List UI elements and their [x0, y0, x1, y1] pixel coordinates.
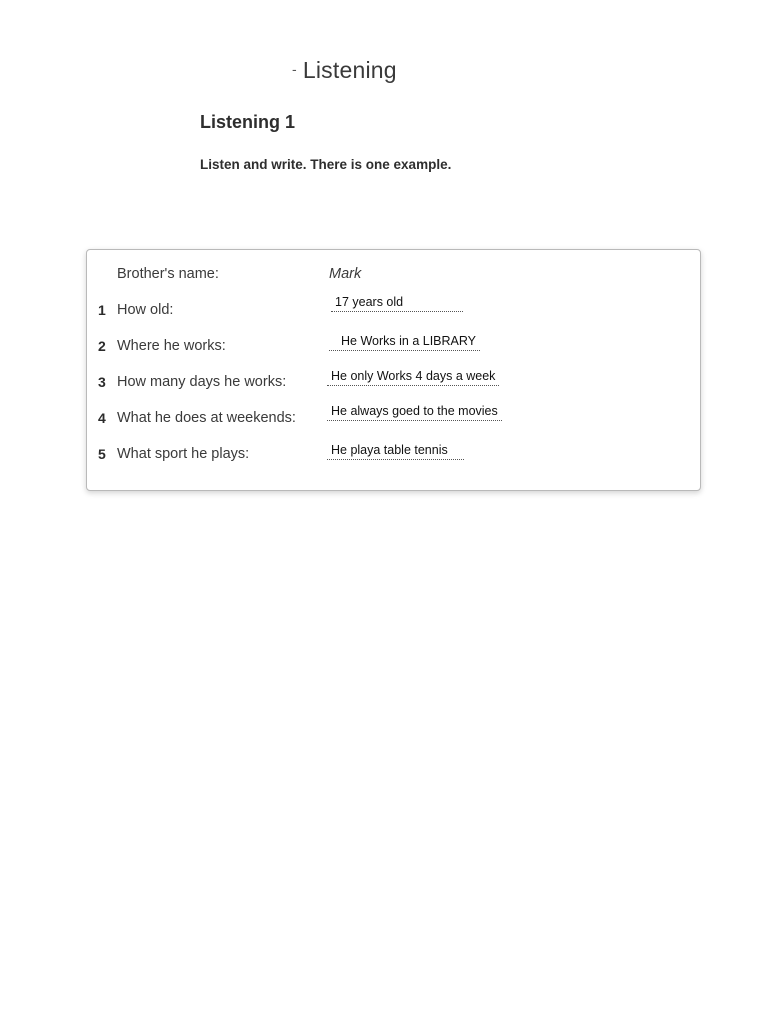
answer-field-3[interactable]: He only Works 4 days a week	[327, 369, 499, 386]
answer-field-4[interactable]: He always goed to the movies	[327, 404, 502, 421]
question-number: 5	[98, 446, 106, 462]
answer-field-1[interactable]: 17 years old	[331, 295, 463, 312]
question-number: 2	[98, 338, 106, 354]
question-number: 4	[98, 410, 106, 426]
question-number: 1	[98, 302, 106, 318]
task-title: Listening 1	[200, 112, 296, 132]
question-label: How many days he works:	[117, 374, 287, 390]
title-dash: -	[292, 61, 297, 77]
answer-field-2[interactable]: He Works in a LIBRARY	[329, 334, 480, 351]
section-title	[292, 57, 397, 84]
example-row	[87, 266, 700, 296]
task-instruction: Listen and write. There is one example.	[200, 157, 452, 172]
question-label: What he does at weekends:	[117, 410, 296, 426]
question-label: Where he works:	[117, 338, 226, 354]
question-label: How old:	[117, 302, 174, 318]
example-question: Brother's name:	[117, 266, 219, 282]
answer-field-5[interactable]: He playa table tennis	[327, 443, 464, 460]
answer-card	[86, 249, 701, 491]
section-title-text: Listening	[302, 57, 397, 83]
example-answer: Mark	[329, 266, 362, 282]
question-number: 3	[98, 374, 106, 390]
question-label: What sport he plays:	[117, 446, 250, 462]
